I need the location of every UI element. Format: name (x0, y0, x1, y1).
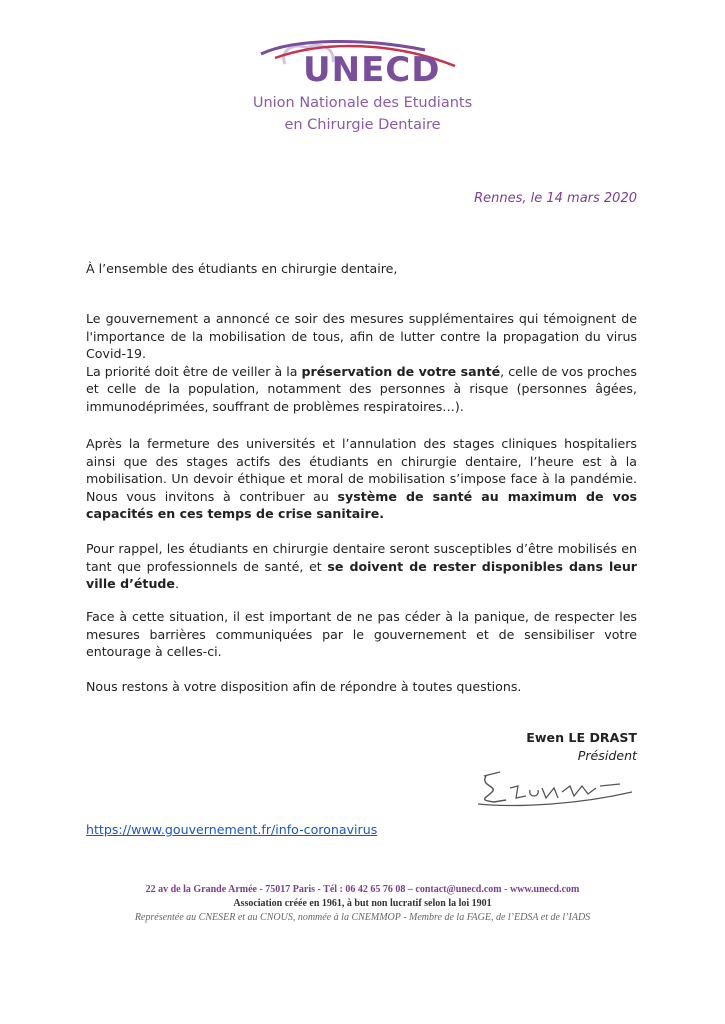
salutation-text: À l’ensemble des étudiants en chirurgie dentaire, (86, 261, 398, 276)
paragraph-4 (86, 608, 637, 661)
paragraph-3-text (86, 540, 637, 593)
p2-pre: Après la fermeture des universités et l’annulation des stages cliniques hospitaliers ainsi que des stages actifs des étudiants en chirurgie dentaire, l’heure est à la mobilisation. Un devoir éthique et moral de mobilisation s’impose face à la pandémie. Nous vous invitons à contribuer au (86, 436, 637, 504)
salutation (86, 260, 637, 278)
footer-association: Association créée en 1961, à but non lucratif selon la loi 1901 (233, 898, 492, 909)
signatory-role: Président (577, 747, 637, 763)
paragraph-1b (86, 363, 637, 416)
paragraph-2-text (86, 435, 637, 523)
signatory-name: Ewen LE DRAST (526, 730, 637, 745)
signatory-block (526, 729, 637, 764)
signature-icon (470, 764, 640, 816)
handwritten-signature (470, 764, 640, 820)
paragraph-3 (86, 540, 637, 593)
paragraph-1 (86, 310, 637, 415)
paragraph-5 (86, 678, 637, 696)
p3-bold: se doivent de rester disponibles dans leur ville d’étude (86, 558, 637, 591)
org-name-line1: Union Nationale des Etudiants (252, 95, 473, 111)
p1b-pre: La priorité doit être de veiller à la (86, 363, 302, 379)
paragraph-4-text: Face à cette situation, il est important de ne pas céder à la panique, de respecter les mesures barrières communiquées par le gouvernement et de sensibiliser votre entourage à celles-ci. (86, 609, 637, 659)
p1b-bold: préservation de votre santé (301, 363, 501, 379)
p3-pre: Pour rappel, les étudiants en chirurgie dentaire seront susceptibles d’être mobilisés en tant que professionnels de santé, et (86, 541, 637, 574)
footer-contact: 22 av de la Grande Armée - 75017 Paris - Tél : 06 42 65 76 08 – contact@unecd.com - www.unecd.com (145, 884, 580, 895)
paragraph-2 (86, 435, 637, 523)
p2-bold: système de santé au maximum de vos capacités en ces temps de crise sanitaire. (86, 488, 637, 521)
paragraph-1a: Le gouvernement a annoncé ce soir des mesures supplémentaires qui témoignent de l'importance de la mobilisation de tous, afin de lutter contre la propagation du virus Covid-19. (86, 311, 637, 361)
logo-wordmark: UNECD (303, 50, 441, 90)
p3-post: . (174, 576, 179, 591)
gouvernement-covid-link[interactable]: https://www.gouvernement.fr/info-coronavirus (86, 822, 378, 837)
org-name-line2: en Chirurgie Dentaire (284, 117, 441, 133)
p1b-post: , celle de vos proches et celle de la population, notamment des personnes à risque (personnes âgées, immunodéprimées, souffrant de problèmes respiratoires…). (86, 363, 637, 414)
letter-date: Rennes, le 14 mars 2020 (474, 191, 637, 206)
unecd-logo (255, 36, 475, 98)
paragraph-5-text: Nous restons à votre disposition afin de répondre à toutes questions. (86, 679, 522, 694)
footer-representation: Représentée au CNESER et au CNOUS, nommée à la CNEMMOP - Membre de la FAGE, de l’EDSA et de l’IADS (134, 912, 591, 923)
